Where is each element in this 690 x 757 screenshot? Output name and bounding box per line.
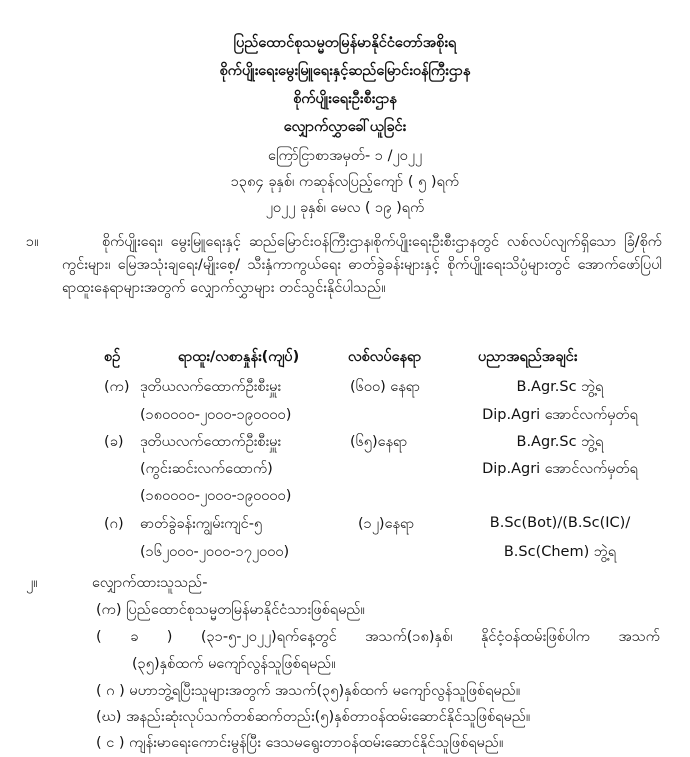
- date-myanmar: ၁၃၈၄ ခုနှစ်၊ ကဆုန်လပြည့်ကျော် ( ၅ )ရက်: [230, 174, 460, 190]
- row-c-qual-degree: B.Sc(Bot)/(B.Sc(IC)/: [489, 515, 631, 531]
- header-government: ပြည်ထောင်စုသမ္မတမြန်မာနိုင်ငံတော်အစိုးရ: [233, 35, 457, 51]
- row-b-post: ဒုတိယလက်ထောက်ဦးစီးမှူး: [140, 434, 282, 450]
- col-header-vacancy: လစ်လပ်နေရာ: [348, 349, 422, 365]
- notice-number: ကြော်ငြာစာအမှတ်- ၁ /၂၀၂၂: [267, 148, 423, 164]
- row-a-post: ဒုတိယလက်ထောက်ဦးစီးမှူး: [140, 379, 282, 395]
- row-a-qual-degree: B.Agr.Sc ဘွဲ့ရ: [516, 379, 604, 395]
- header-ministry: စိုက်ပျိုးရေးမွေးမြူရေးနှင့်ဆည်မြောင်းဝန်ကြီးဌာန: [219, 63, 471, 79]
- col-header-no: စဉ်: [104, 349, 121, 365]
- requirement-c: ( ဂ ) မဟာဘွဲ့ရပြီးသူများအတွက် အသက်(၃၅)နှစ်ထက် မကျော်လွန်သူဖြစ်ရမည်။: [96, 683, 521, 699]
- row-a-vacancy: (၆၀၀) နေရာ: [350, 379, 421, 395]
- requirement-d: (ဃ) အနည်းဆုံးလုပ်သက်တစ်ဆက်တည်း(၅)နှစ်တာဝန်ထမ်းဆောင်နိုင်သူဖြစ်ရမည်။: [96, 709, 531, 725]
- row-b-qual-degree: B.Agr.Sc ဘွဲ့ရ: [516, 434, 604, 450]
- requirement-b-cont: (၃၅)နှစ်ထက် မကျော်လွန်သူဖြစ်ရမည်။: [132, 656, 336, 672]
- header-title: လျှောက်လွှာခေါ်ယူခြင်း: [283, 119, 407, 135]
- requirement-b: ( ခ ) (၃၁-၅-၂၀၂၂)ရက်နေ့တွင် အသက်(၁၈)နှစ်၊ နိုင်ငံ့ဝန်ထမ်းဖြစ်ပါက အသက်: [96, 629, 660, 645]
- section-2-title: လျှောက်ထားသူသည်-: [92, 575, 208, 591]
- row-b-no: (ခ): [104, 434, 124, 450]
- row-b-qual-diploma: Dip.Agri အောင်လက်မှတ်ရ: [482, 461, 638, 477]
- requirement-e: ( င ) ကျန်းမာရေးကောင်းမွန်ပြီး ဒေသမရွေးတာဝန်ထမ်းဆောင်နိုင်သူဖြစ်ရမည်။: [96, 735, 504, 751]
- row-a-qual-diploma: Dip.Agri အောင်လက်မှတ်ရ: [482, 407, 638, 423]
- row-c-qual-degree-2: B.Sc(Chem) ဘွဲ့ရ: [503, 544, 617, 560]
- row-b-post-sub: (ကွင်းဆင်းလက်ထောက်): [140, 461, 273, 477]
- row-c-no: (ဂ): [104, 516, 124, 532]
- row-c-post: ဓာတ်ခွဲခန်းကျွမ်းကျင်-၅: [140, 516, 263, 532]
- row-b-salary: (၁၈၀၀၀၀-၂၀၀၀-၁၉၀၀၀၀): [140, 488, 292, 504]
- date-gregorian: ၂၀၂၂ ခုနှစ်၊ မေလ ( ၁၉ )ရက်: [265, 200, 425, 216]
- section-2-number: ၂။: [26, 575, 38, 591]
- row-a-salary: (၁၈၀၀၀၀-၂၀၀၀-၁၉၀၀၀၀): [140, 407, 292, 423]
- header-department: စိုက်ပျိုးရေးဦးစီးဌာန: [293, 91, 397, 107]
- requirement-a: (က) ပြည်ထောင်စုသမ္မတမြန်မာနိုင်ငံသားဖြစ်ရမည်။: [96, 602, 365, 618]
- row-c-salary: (၁၆၂၀၀၀-၂၀၀၀-၁၇၂၀၀၀): [140, 544, 290, 560]
- row-a-no: (က): [104, 379, 130, 395]
- paragraph-number-1: ၁။: [26, 234, 39, 250]
- col-header-post: ရာထူး/လစာနှုန်း(ကျပ်): [178, 349, 300, 365]
- paragraph-1-text: စိုက်ပျိုးရေး၊ မွေးမြူရေးနှင့် ဆည်မြောင်းဝန်ကြီးဌာန၊စိုက်ပျိုးရေးဦးစီးဌာနတွင် လစ်လပ်လျက်ရှိသော ခြံ/စိုက်ကွင်းများ၊ မြေအသုံးချရေး/မျိုးစေ့/ သီးနှံကာကွယ်ရေး ဓာတ်ခွဲခန်းများနှင့် စိုက်ပျိုးရေးသိပ္ပံများတွင် အောက်ဖော်ပြပါ ရာထူးနေရာများအတွက် လျှောက်လွှာများ တင်သွင်းနိုင်ပါသည်။: [62, 234, 662, 296]
- col-header-qualification: ပညာအရည်အချင်း: [478, 349, 578, 365]
- row-b-vacancy: (၆၅)နေရာ: [350, 434, 408, 450]
- row-c-vacancy: (၁၂)နေရာ: [358, 516, 415, 532]
